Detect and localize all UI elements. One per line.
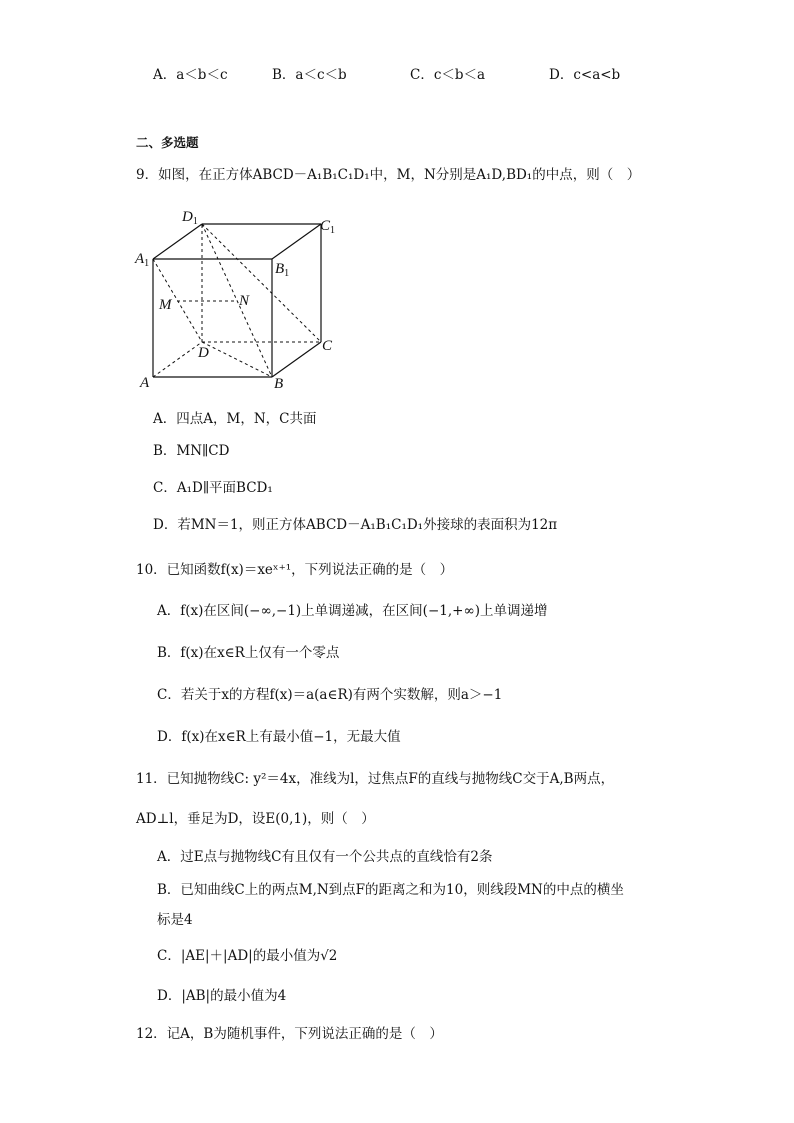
label-c: C [322, 338, 333, 354]
option-d: D．c<a<b [549, 67, 621, 83]
cube-figure [132, 205, 347, 395]
question-10-option-b: B．f(x)在x∈R上仅有一个零点 [157, 645, 340, 661]
label-b: B [274, 376, 284, 392]
segment-d-b [202, 342, 272, 377]
question-11-option-b: B．已知曲线C上的两点M,N到点F的距离之和为10，则线段MN的中点的横坐 [157, 882, 624, 898]
question-10-stem: 10．已知函数f(x)＝xeˣ⁺¹，下列说法正确的是（ ） [136, 562, 454, 578]
question-9-option-a: A．四点A，M，N，C共面 [153, 411, 317, 427]
edge-b-c [272, 342, 321, 377]
question-11-option-b-cont: 标是4 [157, 912, 193, 928]
question-11-stem-line1: 11．已知抛物线C: y²＝4x，准线为l，过焦点F的直线与抛物线C交于A,B两点， [136, 771, 615, 787]
option-a: A．a＜b＜c [153, 67, 228, 83]
question-10-option-a: A．f(x)在区间(−∞,−1)上单调递减，在区间(−1,+∞)上单调递增 [157, 603, 548, 619]
question-12-stem: 12．记A，B为随机事件，下列说法正确的是（ ） [136, 1026, 443, 1042]
label-a: A [140, 375, 150, 391]
segment-d1-b [202, 224, 272, 377]
question-10-option-c: C．若关于x的方程f(x)＝a(a∈R)有两个实数解，则a＞−1 [157, 687, 503, 703]
question-11-option-a: A．过E点与抛物线C有且仅有一个公共点的直线恰有2条 [157, 849, 493, 865]
label-d: D [198, 345, 209, 361]
label-c1: $C_1$ [320, 218, 336, 236]
label-b1: $B_1$ [275, 261, 290, 279]
label-m: M [159, 297, 172, 313]
segment-d1-c [202, 224, 321, 342]
question-9-option-d: D．若MN＝1，则正方体ABCD－A₁B₁C₁D₁外接球的表面积为12π [153, 517, 558, 533]
question-11-option-d: D．|AB|的最小值为4 [157, 988, 287, 1004]
option-c: C．c＜b＜a [410, 67, 486, 83]
option-b: B．a＜c＜b [272, 67, 347, 83]
question-9-option-b: B．MN∥CD [153, 443, 230, 459]
question-11-option-c: C．|AE|＋|AD|的最小值为√2 [157, 948, 338, 964]
edge-a-d [153, 342, 202, 377]
question-9-option-c: C．A₁D∥平面BCD₁ [153, 480, 273, 496]
label-d1: $D_1$ [182, 209, 198, 227]
label-a1: $A_1$ [135, 251, 150, 269]
question-11-stem-line2: AD⊥l，垂足为D，设E(0,1)，则（ ） [136, 811, 375, 827]
question-9-stem: 9．如图，在正方体ABCD－A₁B₁C₁D₁中，M，N分别是A₁D,BD₁的中点，则（ ） [136, 167, 641, 183]
edge-a1-d1 [153, 224, 202, 259]
section-heading: 二、多选题 [136, 135, 199, 150]
label-n: N [239, 293, 250, 309]
question-10-option-d: D．f(x)在x∈R上有最小值−1，无最大值 [157, 729, 401, 745]
edge-b1-c1 [272, 224, 321, 259]
